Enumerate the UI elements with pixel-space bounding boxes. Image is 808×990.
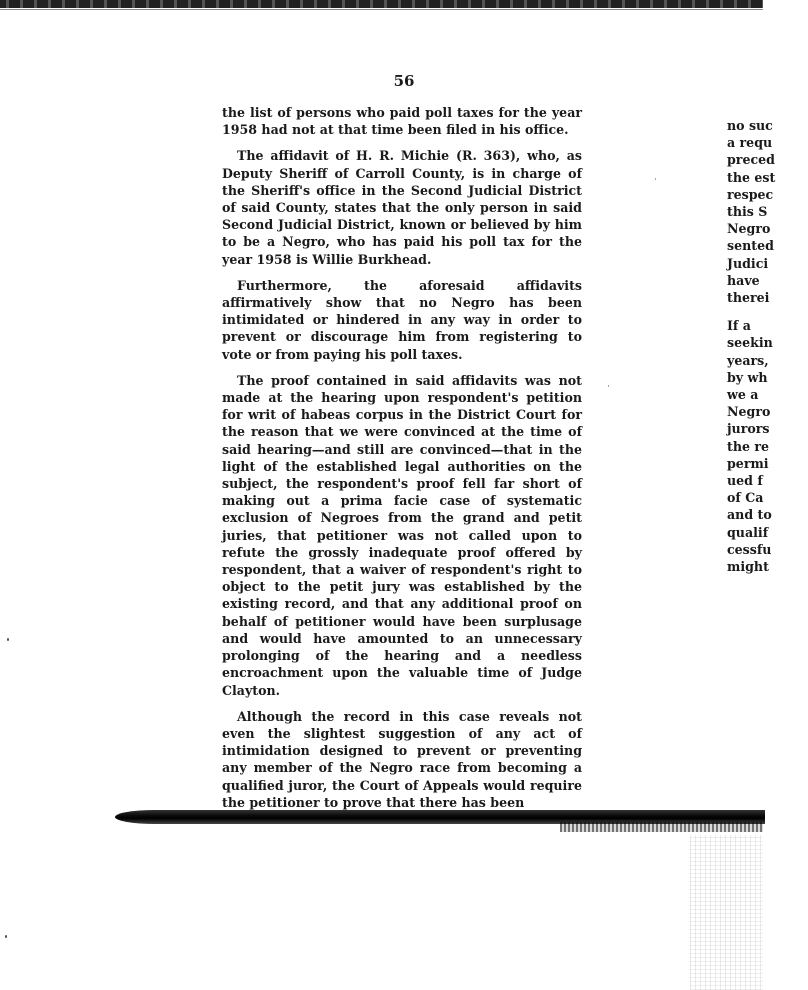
top-edge-hairline xyxy=(0,9,763,10)
facing-page-fragment xyxy=(727,117,787,575)
scan-speck xyxy=(608,385,609,387)
fragment-line: the est xyxy=(727,169,776,185)
fragment-line: years, xyxy=(727,352,769,368)
binding-shadow-fade xyxy=(560,822,763,832)
paragraph-no-intimidation: Furthermore, the aforesaid affidavits affirmatively show that no Negro has been intimidated or hindered in any way in order to prevent or discourage him from registering to vote or from paying his poll taxes. xyxy=(222,277,582,362)
fragment-line: the re xyxy=(727,438,770,454)
paragraph-michie-affidavit: The affidavit of H. R. Michie (R. 363), who, as Deputy Sheriff of Carroll County, is in charge of the Sheriff's office in the Second Judicial District of said County, states that the only person in said Second Judicial District, known or believed by him to be a Negro, who has paid his poll tax for the year 1958 is Willie Burkhead. xyxy=(222,148,582,267)
fragment-line: cessfu xyxy=(727,541,772,557)
fragment-line: a requ xyxy=(727,135,773,151)
paragraph-court-of-appeals: Although the record in this case reveals not even the slightest suggestion of any act of intimidation designed to prevent or preventing any member of the Negro race from becoming a qualified juror, the Court of Appeals would require the petitioner to prove that there has been xyxy=(222,708,582,810)
scan-noise-texture xyxy=(690,835,763,990)
top-edge-rule xyxy=(0,0,763,8)
fragment-line: Negro xyxy=(727,221,771,237)
scan-speck xyxy=(5,935,7,938)
paragraph-continued: the list of persons who paid poll taxes for the year 1958 had not at that time been filed in his office. xyxy=(222,105,582,138)
scan-speck xyxy=(655,178,656,180)
fragment-line: therei xyxy=(727,290,770,306)
fragment-line: have xyxy=(727,272,760,288)
fragment-line: no suc xyxy=(727,118,773,133)
fragment-line: might xyxy=(727,559,769,575)
fragment-line: jurors xyxy=(727,421,770,437)
paragraph-proof-not-made: The proof contained in said affidavits was not made at the hearing upon respondent's petition for writ of habeas corpus in the District Court for the reason that we were convinced at the time of said hearing—and still are convinced—that in the light of the established legal authorities on the subject, the respondent's proof fell far short of making out a prima facie case of systematic exclusion of Negroes from the grand and petit juries, that petitioner was not called upon to refute the grossly inadequate proof offered by respondent, that a waiver of respondent's right to object to the petit jury was established by the existing record, and that any additional proof on behalf of petitioner would have been surplusage and would have amounted to an unnecessary prolonging of the hearing and a needless encroachment upon the valuable time of Judge Clayton. xyxy=(222,372,582,698)
page-number: 56 xyxy=(393,72,415,90)
fragment-line: and to xyxy=(727,507,772,523)
fragment-line: If a xyxy=(727,318,751,334)
fragment-line: ued f xyxy=(727,473,763,489)
fragment-line: permi xyxy=(727,455,769,471)
fragment-line: sented xyxy=(727,238,774,254)
fragment-line: respec xyxy=(727,186,774,202)
fragment-line: of Ca xyxy=(727,490,764,506)
fragment-line: Negro xyxy=(727,404,771,420)
fragment-paragraph-gap xyxy=(727,306,787,317)
fragment-line: preced xyxy=(727,152,775,168)
fragment-line: we a xyxy=(727,387,759,403)
scan-speck xyxy=(7,638,9,641)
fragment-line: Judici xyxy=(727,255,769,271)
fragment-line: by wh xyxy=(727,369,768,385)
fragment-line: this S xyxy=(727,204,768,220)
fragment-line: seekin xyxy=(727,335,773,351)
fragment-line: qualif xyxy=(727,524,769,540)
main-text-column xyxy=(222,104,582,820)
